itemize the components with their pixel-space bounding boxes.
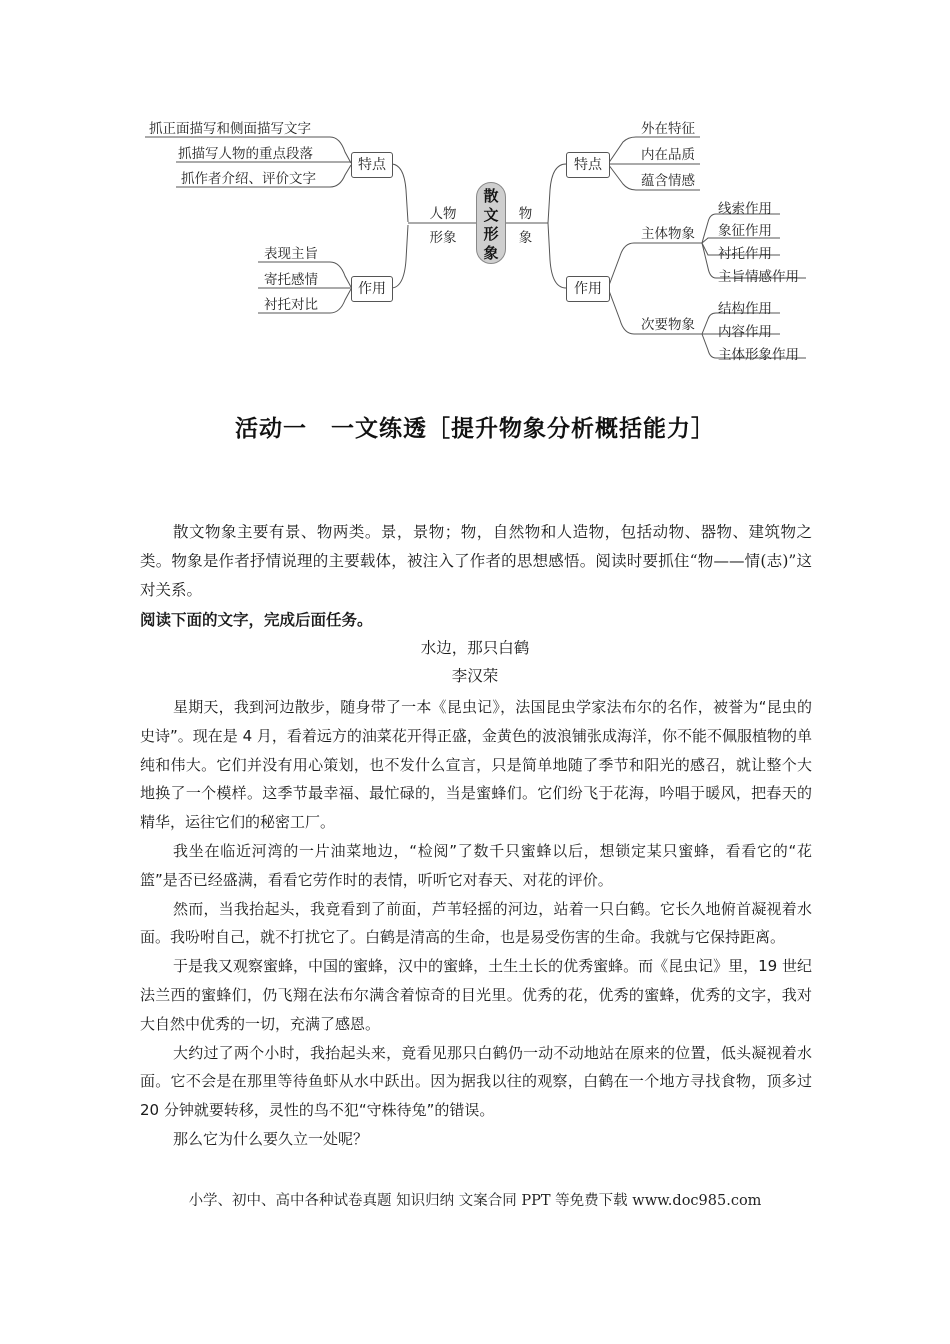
mind-map [0,0,950,390]
left-feature-3: 抓作者介绍、评价文字 [181,171,316,187]
article-paragraph: 然而，当我抬起头，我竟看到了前面，芦苇轻摇的河边，站着一只白鹤。它长久地俯首凝视着水面。我吩咐自己，就不打扰它了。白鹤是清高的生命，也是易受伤害的生命。我就与它保持距离。 [140,899,812,947]
main-item-4: 主旨情感作用 [718,269,799,285]
intro-paragraph: 散文物象主要有景、物两类。景，景物；物，自然物和人造物，包括动物、器物、建筑物之类。物象是作者抒情说理的主要载体，被注入了作者的思想感悟。阅读时要抓住“物——情(志)”这对关系。 [140,523,812,599]
right-feature-1: 外在特征 [641,121,695,137]
article-author: 李汉荣 [451,667,499,685]
right-branch-label: 物象 [518,206,533,246]
main-object-label: 主体物象 [641,226,695,242]
mind-map-connectors [0,0,950,390]
left-function-2: 寄托感情 [264,272,318,288]
left-function-node: 作用 [351,276,393,302]
secondary-object-label: 次要物象 [641,317,695,333]
left-function-3: 衬托对比 [264,297,318,313]
left-function-1: 表现主旨 [264,246,318,262]
secondary-item-1: 结构作用 [718,301,772,317]
article-paragraph: 那么它为什么要久立一处呢？ [173,1129,369,1148]
activity-title: 活动一 一文练透［提升物象分析概括能力］ [235,416,715,442]
right-features-node: 特点 [566,152,610,178]
right-function-node: 作用 [566,276,610,302]
left-features-node: 特点 [351,152,393,178]
left-feature-2: 抓描写人物的重点段落 [178,146,313,162]
article-paragraph: 于是我又观察蜜蜂，中国的蜜蜂，汉中的蜜蜂，土生土长的优秀蜜蜂。而《昆虫记》里，19 世纪法兰西的蜜蜂们，仍飞翔在法布尔满含着惊奇的目光里。优秀的花，优秀的蜜蜂，优秀的文字，我对大自然中优秀的一切，充满了感恩。 [140,957,812,1033]
footer-text: 小学、初中、高中各种试卷真题 知识归纳 文案合同 PPT 等免费下载 www.doc985.com [188,1193,762,1209]
article-paragraph: 星期天，我到河边散步，随身带了一本《昆虫记》，法国昆虫学家法布尔的名作，被誉为“昆虫的史诗”。现在是 4 月，看着远方的油菜花开得正盛，金黄色的波浪铺张成海洋，你不能不佩服植物的单纯和伟大。它们并没有用心策划，也不发什么宣言，只是简单地随了季节和阳光的感召，就让整个大地换了一个模样。这季节最幸福、最忙碌的，当是蜜蜂们。它们纷飞于花海，吟唱于暖风，把春天的精华，运往它们的秘密工厂。 [140,698,812,832]
article-title: 水边，那只白鹤 [420,639,530,657]
center-node-text: 散文形象 [483,187,499,262]
left-feature-1: 抓正面描写和侧面描写文字 [149,121,311,137]
main-item-2: 象征作用 [718,223,772,239]
main-item-3: 衬托作用 [718,246,772,262]
left-branch-label: 人物形象 [429,206,457,246]
right-feature-2: 内在品质 [641,147,695,163]
instruction: 阅读下面的文字，完成后面任务。 [140,611,373,629]
article-paragraph: 我坐在临近河湾的一片油菜地边，“检阅”了数千只蜜蜂以后，想锁定某只蜜蜂，看看它的“花篮”是否已经盛满，看看它劳作时的表情，听听它对春天、对花的评价。 [140,841,812,889]
main-item-1: 线索作用 [718,201,772,217]
article-paragraph: 大约过了两个小时，我抬起头来，竟看见那只白鹤仍一动不动地站在原来的位置，低头凝视着水面。它不会是在那里等待鱼虾从水中跃出。因为据我以往的观察，白鹤在一个地方寻找食物，顶多过 20 分钟就要转移，灵性的鸟不犯“守株待兔”的错误。 [140,1043,812,1120]
article-body [140,693,812,1154]
secondary-item-2: 内容作用 [718,324,772,340]
right-feature-3: 蕴含情感 [641,173,695,189]
secondary-item-3: 主体形象作用 [718,347,799,363]
center-node [476,182,506,264]
